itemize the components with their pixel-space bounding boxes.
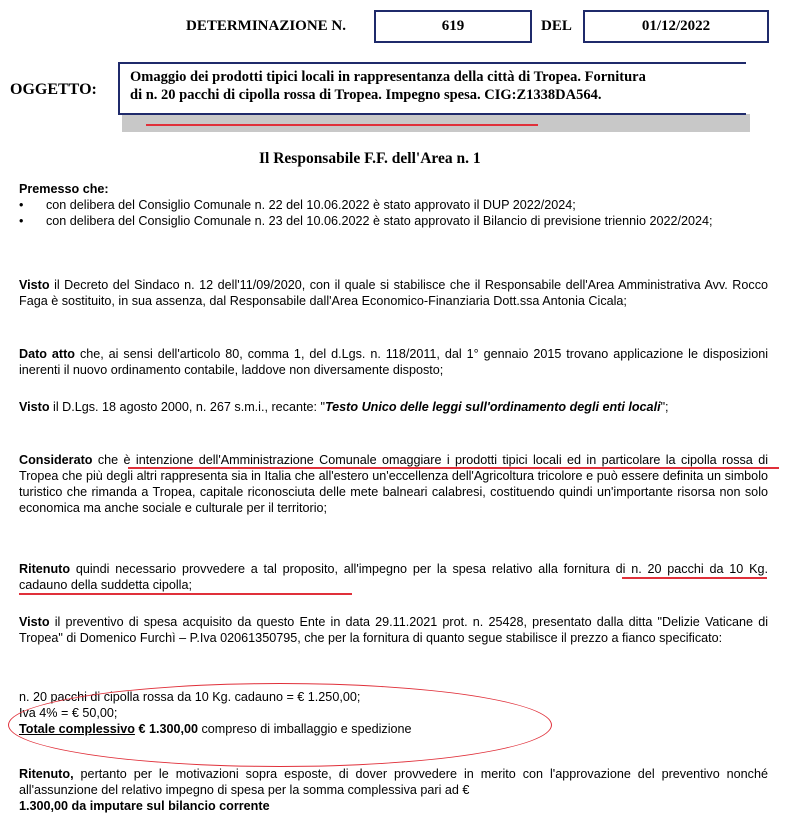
ritenuto-fornitura-bold: Ritenuto <box>19 562 71 576</box>
visto-preventivo-bold: Visto <box>19 615 50 629</box>
visto-tuel-text: il D.Lgs. 18 agosto 2000, n. 267 s.m.i., recante: " <box>49 400 325 414</box>
visto-decreto-bold: Visto <box>19 278 50 292</box>
dato-atto-paragraph <box>19 346 768 378</box>
premesso-item-2: • con delibera del Consiglio Comunale n. 23 del 10.06.2022 è stato approvato il Bilancio di previsione triennio 2022/2024; <box>19 213 768 229</box>
considerato-text: che è intenzione dell'Amministrazione Comunale omaggiare i prodotti tipici locali ed in particolare la cipolla rossa di Tropea che più degli altri rappresenta sia in Italia che all'estero un'eccellenza dell'Agricoltura tricolore e può essere definita un simbolo turistico che rimanda a Tropea, capitale riconosciuta delle mete balneari calabresi, costituendo quindi un'importante risorsa non solo economica ma anche sociale e culturale per il territorio; <box>19 453 768 515</box>
premesso-heading: Premesso che: <box>19 182 109 196</box>
visto-tuel-bold: Visto <box>19 400 50 414</box>
preventivo-total-label: Totale complessivo <box>19 722 135 736</box>
preventivo-total-value: € 1.300,00 <box>134 722 198 736</box>
ritenuto-impegno-bold: Ritenuto, <box>19 767 74 781</box>
preventivo-line-2: Iva 4% = € 50,00; <box>19 706 118 720</box>
dato-atto-text: che, ai sensi dell'articolo 80, comma 1, del d.Lgs. n. 118/2011, dal 1° gennaio 2015 trovano applicazione le disposizioni inerenti il nuovo ordinamento contabile, laddove non diversamente disposto; <box>19 347 768 377</box>
ritenuto-annotation-underline-2 <box>19 593 352 595</box>
determinazione-label: DETERMINAZIONE N. <box>186 18 347 34</box>
determinazione-number-box <box>374 10 532 43</box>
ritenuto-impegno-paragraph <box>19 766 768 814</box>
document-title: Il Responsabile F.F. dell'Area n. 1 <box>259 150 481 167</box>
date-box <box>583 10 769 43</box>
preventivo-total-tail: compreso di imballaggio e spedizione <box>197 722 412 736</box>
considerato-annotation-underline <box>128 467 779 469</box>
visto-tuel-tail: "; <box>660 400 669 414</box>
determinazione-number: 619 <box>441 18 465 34</box>
visto-preventivo-paragraph <box>19 614 768 646</box>
oggetto-line-1: Omaggio dei prodotti tipici locali in rappresentanza della città di Tropea. Fornitura <box>130 69 646 85</box>
ritenuto-impegno-text: pertanto per le motivazioni sopra esposte, di dover provvedere in merito con l'approvazione del preventivo nonché all'assunzione del relativo impegno di spesa per la somma complessiva pari ad € <box>19 767 768 797</box>
visto-tuel-paragraph <box>19 399 768 415</box>
ritenuto-annotation-underline-1 <box>622 577 767 579</box>
visto-decreto-paragraph <box>19 277 768 309</box>
dato-atto-bold: Dato atto <box>19 347 76 361</box>
ritenuto-fornitura-text: quindi necessario provvedere a tal proposito, all'impegno per la spesa relativo alla fornitura di n. 20 pacchi da 10 Kg. cadauno della suddetta cipolla; <box>19 562 768 592</box>
oggetto-shadow <box>122 114 750 132</box>
premesso-section <box>19 181 768 229</box>
visto-tuel-italic: Testo Unico delle leggi sull'ordinamento degli enti locali <box>324 400 661 414</box>
considerato-paragraph <box>19 452 768 516</box>
visto-preventivo-text: il preventivo di spesa acquisito da questo Ente in data 29.11.2021 prot. n. 25428, presentato dalla ditta "Delizie Vaticane di Tropea" di Domenico Furchì – P.Iva 02061350795, che per la fornitura di quanto segue stabilisce il prezzo a fianco specificato: <box>19 615 768 645</box>
del-label: DEL <box>541 18 572 34</box>
visto-decreto-text: il Decreto del Sindaco n. 12 dell'11/09/2020, con il quale si stabilisce che il Responsabile dell'Area Amministrativa Avv. Rocco Faga è sostituito, in sua assenza, dal Responsabile dall'Area Economico-Finanziaria Dott.ssa Antonia Cicala; <box>19 278 768 308</box>
determinazione-date: 01/12/2022 <box>641 18 711 34</box>
oggetto-annotation-underline <box>146 124 538 126</box>
preventivo-line-1: n. 20 pacchi di cipolla rossa da 10 Kg. cadauno = € 1.250,00; <box>19 690 361 704</box>
ritenuto-impegno-partial: 1.300,00 da imputare sul bilancio corrente <box>19 799 270 813</box>
oggetto-box <box>118 62 746 115</box>
oggetto-label: OGGETTO: <box>10 81 97 98</box>
preventivo-annotation-ellipse <box>8 683 552 767</box>
considerato-bold: Considerato <box>19 453 93 467</box>
oggetto-line-2: di n. 20 pacchi di cipolla rossa di Tropea. Impegno spesa. CIG:Z1338DA564. <box>130 87 602 103</box>
premesso-item-1: • con delibera del Consiglio Comunale n. 22 del 10.06.2022 è stato approvato il DUP 2022/2024; <box>19 197 768 213</box>
